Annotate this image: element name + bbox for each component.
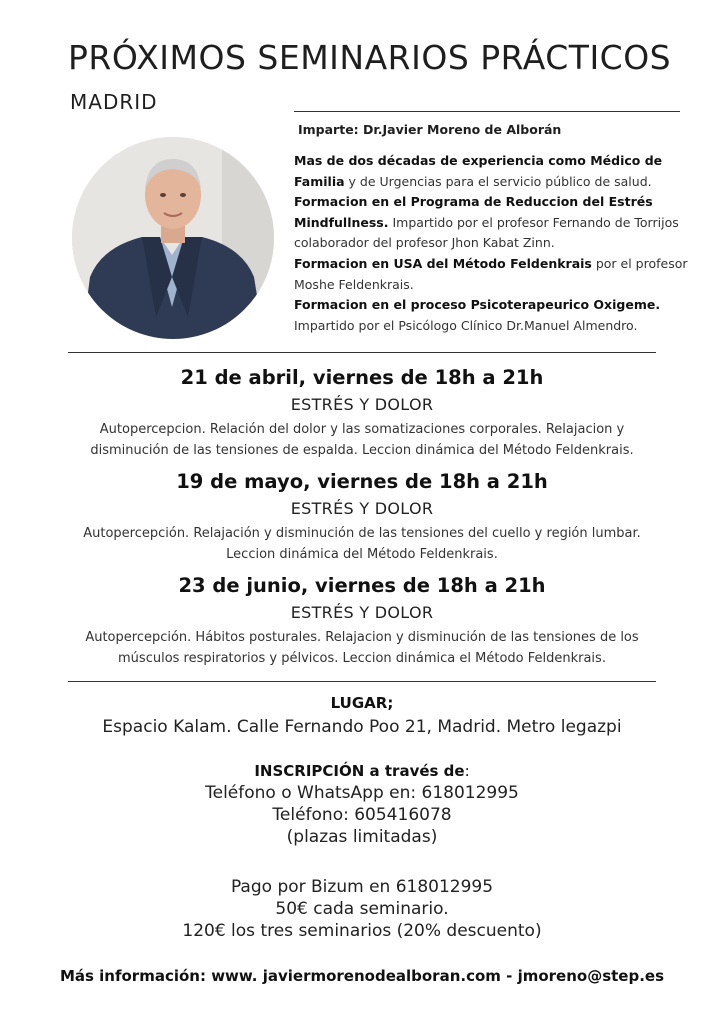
session-desc-line: músculos respiratorios y pélvicos. Leccion dinámica el Método Feldenkrais. xyxy=(118,651,606,666)
page-title: PRÓXIMOS SEMINARIOS PRÁCTICOS xyxy=(68,38,672,77)
session-desc-line: Autopercepcion. Relación del dolor y las somatizaciones corporales. Relajacion y xyxy=(99,422,625,437)
venue-label: LUGAR; xyxy=(330,694,394,712)
bio-item-1-rest: y de Urgencias para el servicio público de salud. xyxy=(344,173,652,189)
instructor-bio xyxy=(294,122,689,336)
bio-paragraph xyxy=(294,151,689,336)
registration-label xyxy=(0,762,724,780)
instructor-photo xyxy=(72,137,274,339)
registration-section xyxy=(0,762,724,848)
session-date: 19 de mayo, viernes de 18h a 21h xyxy=(176,470,548,493)
session-topic: ESTRÉS Y DOLOR xyxy=(290,395,434,414)
bio-item-2-bold: Formacion en el Programa de Reduccion del Estrés Mindfullness. xyxy=(294,194,653,230)
portrait-illustration xyxy=(72,137,274,339)
price-per-seminar: 50€ cada seminario. xyxy=(275,899,449,919)
instructor-heading: Imparte: Dr.Javier Moreno de Alborán xyxy=(298,122,562,137)
venue-address: Espacio Kalam. Calle Fernando Poo 21, Madrid. Metro legazpi xyxy=(102,717,622,737)
divider xyxy=(68,352,656,353)
payment-bizum: Pago por Bizum en 618012995 xyxy=(230,877,494,897)
venue-section xyxy=(0,694,724,738)
city-label: MADRID xyxy=(70,90,158,114)
session-topic: ESTRÉS Y DOLOR xyxy=(290,603,434,622)
bio-item-4-rest: Impartido por el Psicólogo Clínico Dr.Manuel Almendro. xyxy=(294,317,638,333)
session-description xyxy=(0,419,724,461)
footer-contact: Más información: www. javiermorenodealboran.com - jmoreno@step.es xyxy=(59,967,665,985)
session-description xyxy=(0,523,724,565)
session-description xyxy=(0,627,724,669)
session-1 xyxy=(0,366,724,461)
bio-item-2-rest: Impartido por el profesor Fernando de Torrijos colaborador del profesor Jhon Kabat Zinn. xyxy=(294,214,679,251)
bio-item-1-bold: Mas de dos décadas de experiencia como Médico de Familia xyxy=(294,153,663,189)
price-all-seminars: 120€ los tres seminarios (20% descuento) xyxy=(182,921,542,941)
limited-places: (plazas limitadas) xyxy=(286,827,438,847)
session-desc-line: disminución de las tensiones de espalda. Leccion dinámica del Método Feldenkrais. xyxy=(90,443,634,458)
session-desc-line: Autopercepción. Hábitos posturales. Relajacion y disminución de las tensiones de los xyxy=(85,630,639,645)
phone: Teléfono: 605416078 xyxy=(272,805,452,825)
session-2 xyxy=(0,470,724,565)
bio-item-4-bold: Formacion en el proceso Psicoterapeurico Oxigeme. xyxy=(294,297,661,313)
payment-section xyxy=(0,876,724,942)
session-desc-line: Leccion dinámica del Método Feldenkrais. xyxy=(226,547,498,562)
session-date: 21 de abril, viernes de 18h a 21h xyxy=(180,366,544,389)
registration-label-colon: : xyxy=(464,762,470,780)
session-topic: ESTRÉS Y DOLOR xyxy=(290,499,434,518)
bio-item-3-rest: por el profesor Moshe Feldenkrais. xyxy=(294,255,688,292)
session-3 xyxy=(0,574,724,669)
divider xyxy=(294,111,680,112)
session-date: 23 de junio, viernes de 18h a 21h xyxy=(178,574,546,597)
registration-label-bold: INSCRIPCIÓN a través de xyxy=(254,762,465,780)
whatsapp-phone: Teléfono o WhatsApp en: 618012995 xyxy=(205,783,519,803)
divider xyxy=(68,681,656,682)
bio-item-3-bold: Formacion en USA del Método Feldenkrais xyxy=(294,255,592,271)
session-desc-line: Autopercepción. Relajación y disminución de las tensiones del cuello y región lumbar. xyxy=(83,526,641,541)
